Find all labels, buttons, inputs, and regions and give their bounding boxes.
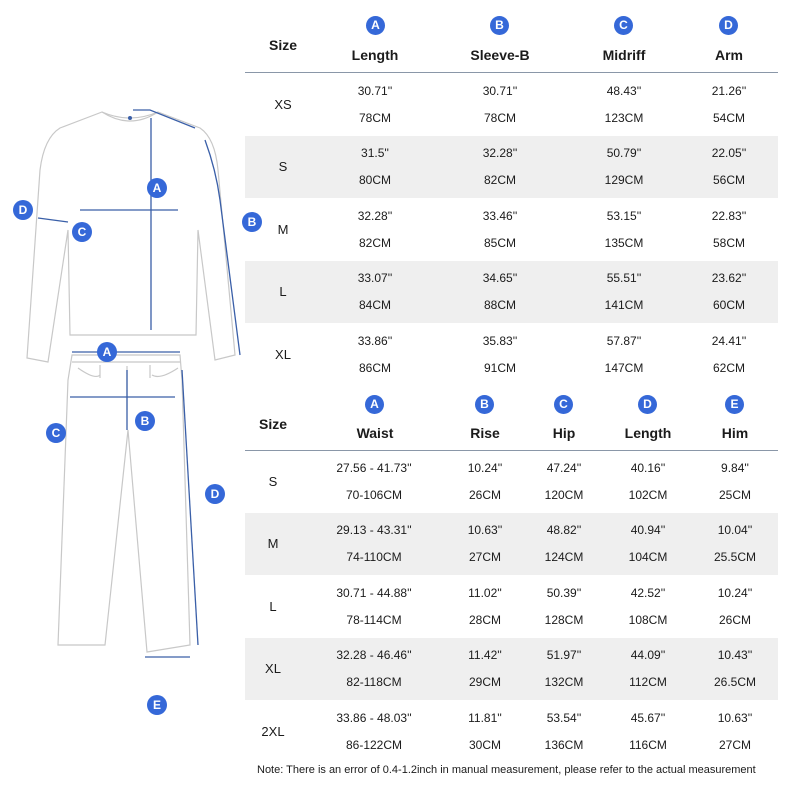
inch-value: 40.16'' [630, 461, 666, 475]
inch-value: 30.71'' [482, 84, 518, 98]
shirt-callout-b: B [242, 212, 262, 232]
column-badge: A [366, 16, 385, 35]
garment-illustration [0, 0, 245, 760]
inch-value: 48.82'' [546, 523, 582, 538]
column-header-arm: Arm [714, 47, 743, 63]
inch-value: 40.94'' [630, 523, 666, 538]
cm-value: 80CM [358, 173, 391, 188]
cm-value: 128CM [544, 612, 584, 627]
inch-value: 27.56 - 41.73'' [336, 461, 412, 475]
pants-callout-a: A [97, 342, 117, 362]
cm-value: 84CM [358, 298, 391, 313]
cm-value: 78CM [358, 111, 391, 125]
inch-value: 11.81'' [468, 710, 502, 725]
shirt-outline [27, 112, 235, 362]
inch-value: 47.24'' [546, 461, 582, 475]
table-row [245, 136, 778, 198]
pants-size-table [245, 390, 778, 762]
inch-value: 10.63'' [467, 523, 503, 538]
shirt-callout-d: D [13, 200, 33, 220]
size-cell: 2XL [261, 723, 285, 739]
pants-callout-b: B [135, 411, 155, 431]
column-badge: D [719, 16, 738, 35]
column-header-midriff: Midriff [602, 47, 646, 63]
table-row [245, 74, 778, 136]
cm-value: 28CM [468, 612, 501, 627]
table-row [245, 701, 778, 763]
shirt-callout-a: A [147, 178, 167, 198]
inch-value: 33.07'' [357, 271, 393, 286]
cm-value: 27CM [468, 550, 501, 565]
cm-value: 104CM [628, 550, 668, 565]
table-row [245, 199, 778, 261]
cm-value: 25CM [718, 488, 751, 502]
cm-value: 60CM [712, 298, 745, 313]
inch-value: 9.84'' [721, 461, 749, 475]
size-cell: XS [274, 97, 292, 112]
inch-value: 23.62'' [711, 271, 747, 286]
inch-value: 29.13 - 43.31'' [336, 523, 412, 538]
cm-value: 78CM [483, 111, 516, 125]
inch-value: 22.05'' [711, 146, 747, 161]
column-header-hip: Hip [552, 425, 576, 441]
cm-value: 123CM [604, 111, 644, 125]
inch-value: 33.86'' [357, 333, 393, 348]
table-row [245, 324, 778, 386]
cm-value: 74-110CM [346, 550, 402, 565]
table-row [245, 638, 778, 700]
column-badge: C [614, 16, 633, 35]
cm-value: 88CM [483, 298, 516, 313]
cm-value: 70-106CM [345, 488, 403, 502]
column-badge: A [365, 395, 384, 414]
column-header-rise: Rise [470, 425, 500, 441]
cm-value: 141CM [604, 298, 644, 313]
column-header-him: Him [721, 425, 749, 441]
inch-value: 11.42'' [468, 648, 502, 663]
size-cell: XL [275, 346, 291, 362]
size-cell: S [278, 159, 288, 175]
inch-value: 10.24'' [717, 585, 753, 600]
inch-value: 10.24'' [467, 461, 503, 475]
pants-table-header [245, 390, 778, 451]
inch-value: 31.5'' [361, 146, 389, 161]
cm-value: 91CM [483, 360, 516, 375]
inch-value: 10.04'' [717, 523, 753, 538]
cm-value: 82CM [358, 235, 391, 250]
cm-value: 27CM [718, 737, 751, 752]
inch-value: 48.43'' [606, 84, 642, 98]
column-header-length: Length [624, 425, 672, 441]
cm-value: 85CM [483, 235, 516, 250]
inch-value: 44.09'' [630, 648, 666, 663]
size-cell: M [277, 221, 289, 237]
column-badge: B [490, 16, 509, 35]
inch-value: 30.71'' [357, 84, 393, 98]
shirt-callout-c: C [72, 222, 92, 242]
cm-value: 54CM [712, 111, 745, 125]
cm-value: 82-118CM [346, 675, 402, 690]
inch-value: 10.43'' [717, 648, 753, 663]
inch-value: 33.86 - 48.03'' [336, 710, 412, 725]
size-cell: S [268, 474, 278, 489]
cm-value: 102CM [628, 488, 668, 502]
table-row [245, 576, 778, 638]
inch-value: 21.26'' [711, 84, 747, 98]
cm-value: 58CM [712, 235, 745, 250]
cm-value: 86-122CM [345, 737, 403, 752]
inch-value: 33.46'' [482, 208, 518, 223]
pants-callout-e: E [147, 695, 167, 715]
column-badge: C [554, 395, 573, 414]
size-cell: M [267, 536, 279, 552]
inch-value: 50.79'' [606, 146, 642, 161]
column-header-waist: Waist [356, 425, 394, 441]
cm-value: 29CM [468, 675, 501, 690]
inch-value: 22.83'' [711, 208, 747, 223]
inch-value: 45.67'' [630, 710, 666, 725]
inch-value: 53.54'' [546, 710, 582, 725]
table-row [245, 451, 778, 513]
cm-value: 26.5CM [713, 675, 757, 690]
inch-value: 30.71 - 44.88'' [336, 585, 412, 600]
cm-value: 62CM [712, 360, 745, 375]
cm-value: 56CM [712, 173, 745, 188]
table-row [245, 261, 778, 323]
cm-value: 120CM [544, 488, 584, 502]
pants-outline [58, 355, 190, 652]
inch-value: 34.65'' [482, 271, 518, 286]
inch-value: 53.15'' [606, 208, 642, 223]
inch-value: 32.28'' [357, 208, 393, 223]
pants-callout-c: C [46, 423, 66, 443]
inch-value: 57.87'' [606, 333, 642, 348]
size-cell: L [279, 284, 287, 300]
cm-value: 78-114CM [346, 612, 402, 627]
column-header-sleeve: Sleeve-B [470, 47, 530, 63]
shirt-size-table [245, 10, 778, 385]
inch-value: 42.52'' [630, 585, 666, 600]
column-header-length: Length [351, 47, 399, 63]
inch-value: 32.28 - 46.46'' [336, 648, 412, 663]
cm-value: 82CM [483, 173, 516, 188]
size-header: Size [258, 416, 287, 432]
cm-value: 25.5CM [713, 550, 757, 565]
cm-value: 132CM [544, 675, 584, 690]
table-row [245, 513, 778, 575]
inch-value: 35.83'' [482, 333, 518, 348]
shirt-table-header [245, 10, 778, 73]
inch-value: 51.97'' [546, 648, 582, 663]
cm-value: 147CM [604, 360, 644, 375]
cm-value: 30CM [468, 737, 501, 752]
size-header: Size [268, 37, 297, 53]
inch-value: 55.51'' [606, 271, 642, 286]
inch-value: 24.41'' [711, 333, 747, 348]
cm-value: 26CM [718, 612, 751, 627]
cm-value: 116CM [629, 737, 667, 752]
column-badge: B [475, 395, 494, 414]
cm-value: 86CM [358, 360, 391, 375]
inch-value: 32.28'' [482, 146, 518, 161]
measurement-note: Note: There is an error of 0.4-1.2inch in manual measurement, please refer to the actual measurement [257, 764, 756, 776]
inch-value: 50.39'' [546, 585, 582, 600]
size-cell: XL [265, 661, 281, 677]
size-cell: L [269, 598, 277, 614]
cm-value: 26CM [468, 488, 501, 502]
column-badge: E [725, 395, 744, 414]
pants-callout-d: D [205, 484, 225, 504]
cm-value: 136CM [544, 737, 584, 752]
column-badge: D [638, 395, 657, 414]
cm-value: 124CM [544, 550, 584, 565]
cm-value: 135CM [604, 235, 644, 250]
cm-value: 112CM [629, 675, 667, 690]
cm-value: 129CM [604, 173, 644, 188]
inch-value: 11.02'' [468, 585, 502, 600]
cm-value: 108CM [628, 612, 668, 627]
inch-value: 10.63'' [717, 710, 753, 725]
